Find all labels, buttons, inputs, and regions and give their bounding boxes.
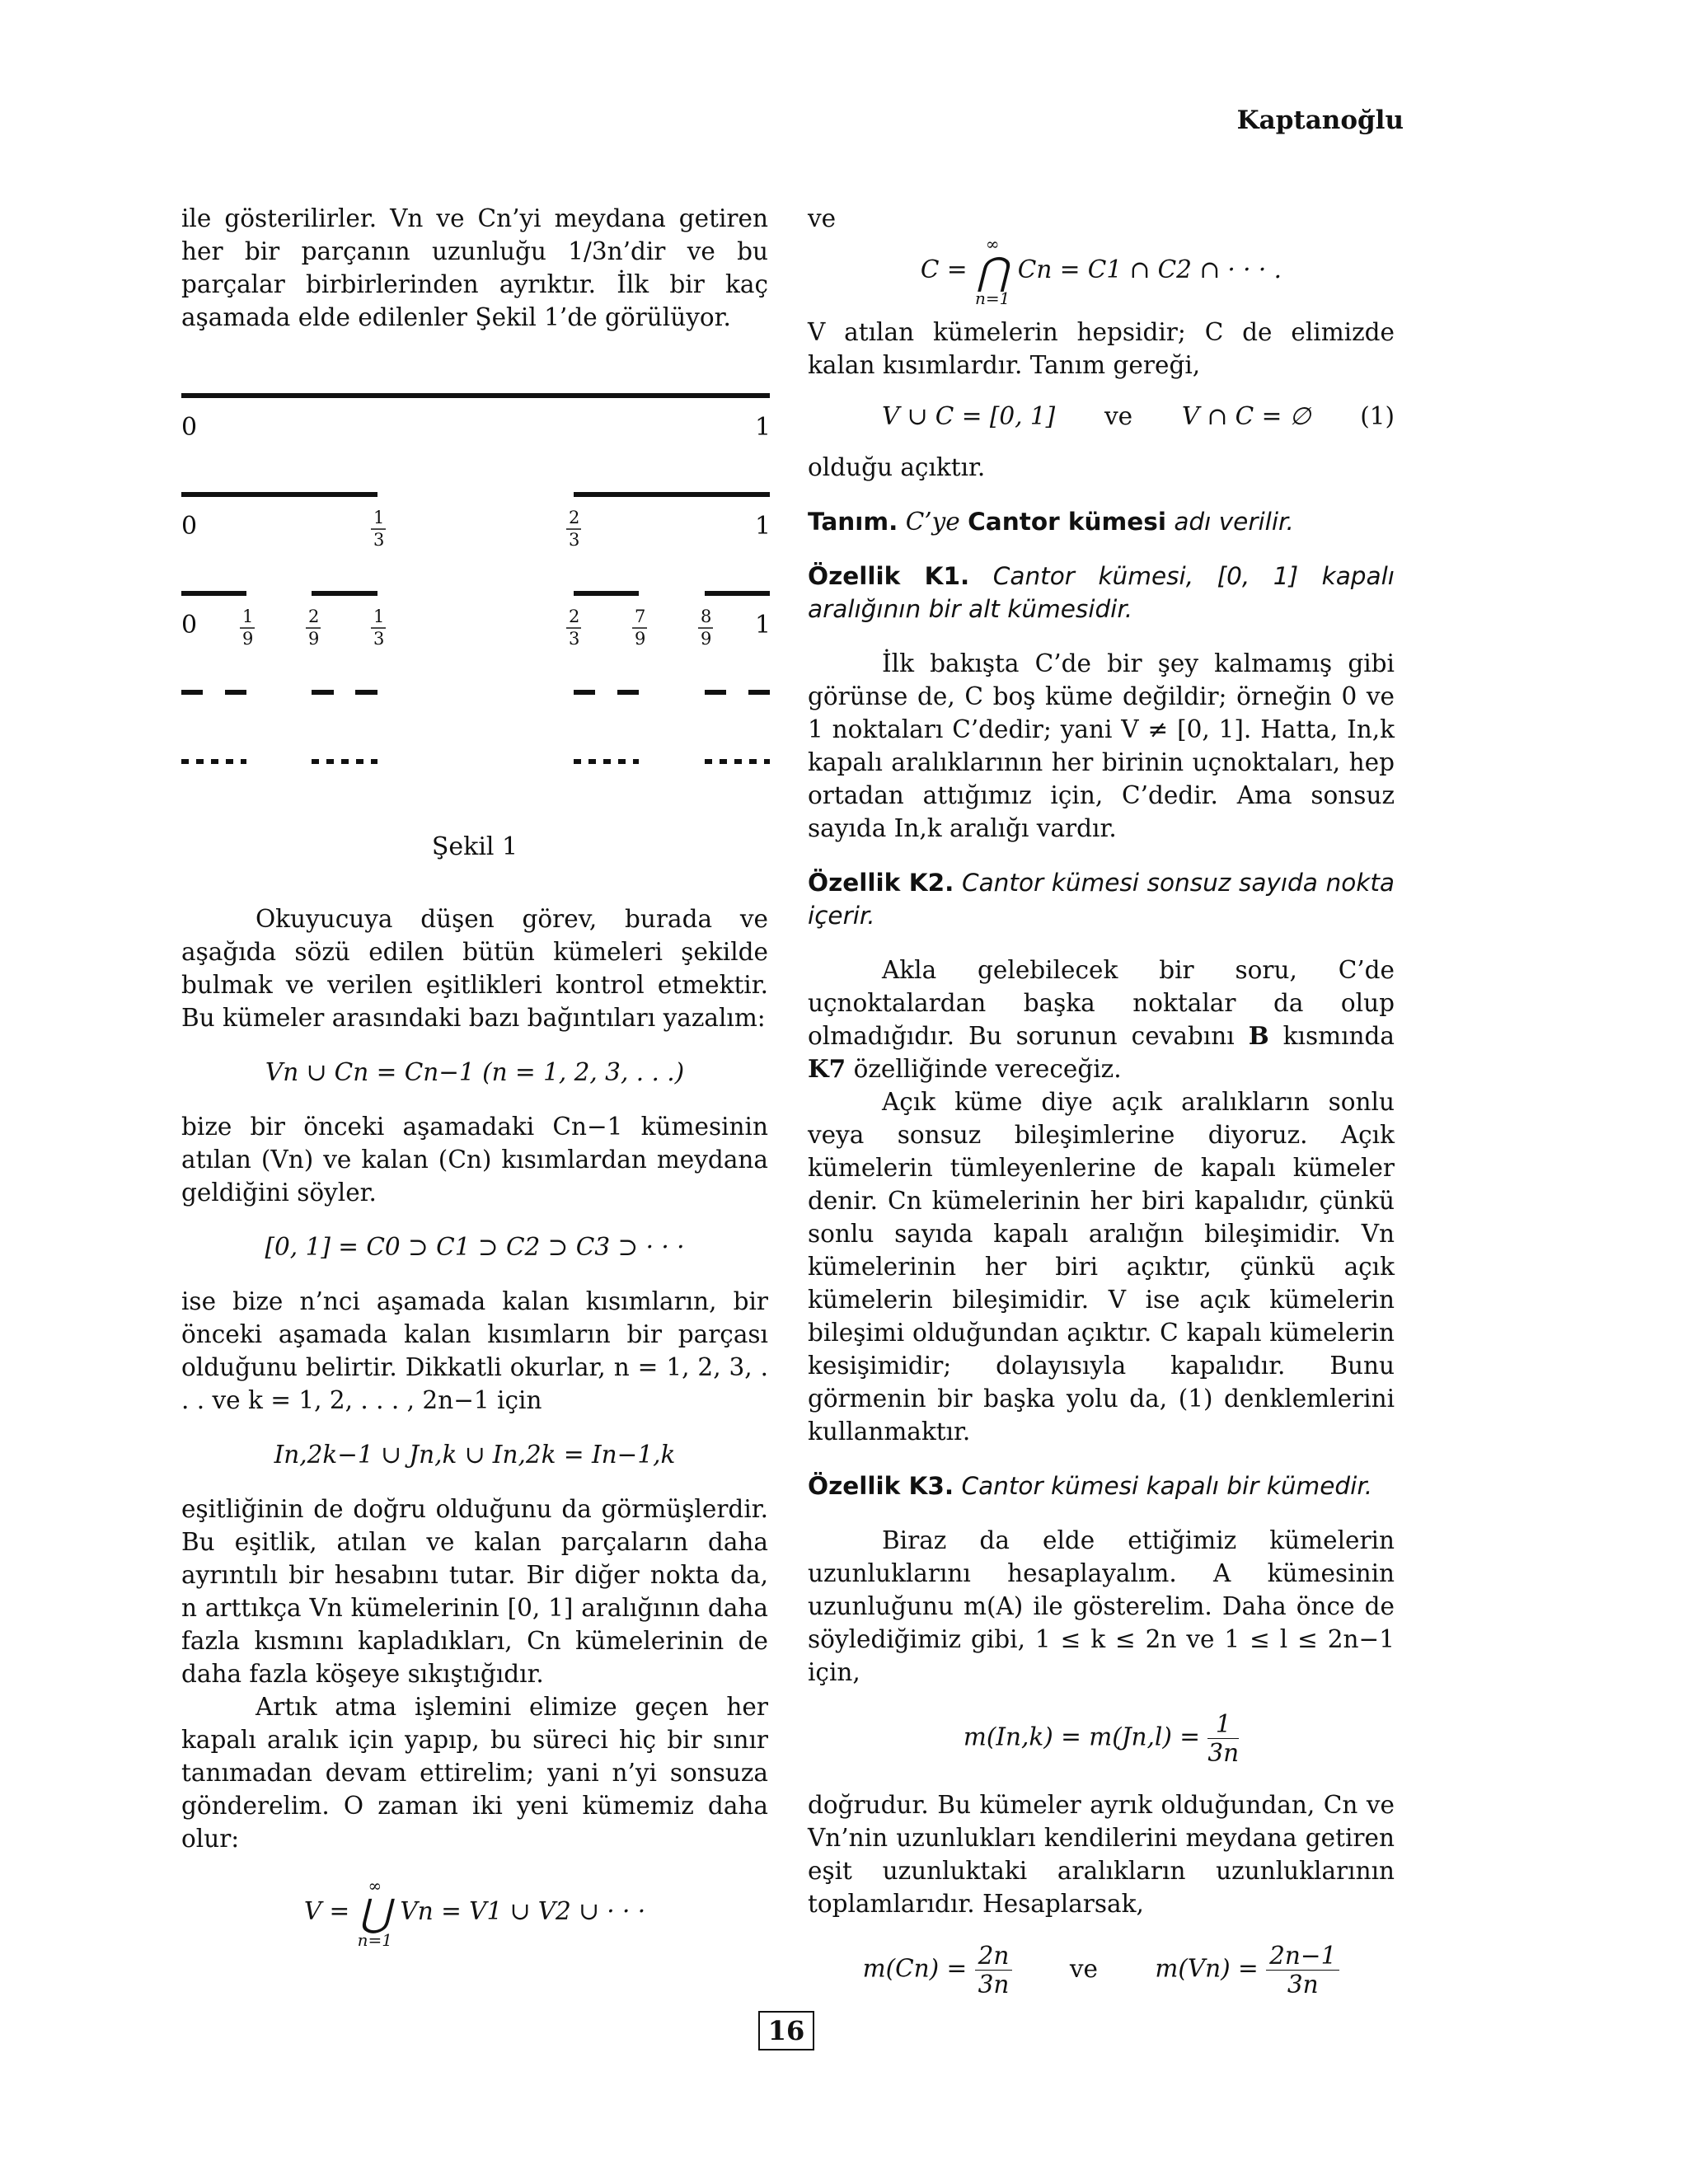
label: 1: [755, 413, 771, 442]
fraction: $\frac{1}{3n}$: [1207, 1710, 1240, 1767]
equation-intervals: In,2k−1 ∪ Jn,k ∪ In,2k = In−1,k: [274, 1441, 676, 1469]
left-column-lower: [181, 902, 768, 1971]
property-k1: Özellik K1. Cantor kümesi, [0, 1] kapalı aralığının bir alt kümesidir.: [808, 562, 1395, 623]
label: 0: [181, 512, 198, 541]
label: 2: [569, 607, 580, 626]
label: 8: [701, 607, 712, 626]
right-paragraph-2: olduğu açıktır.: [808, 453, 986, 481]
label: 7: [635, 607, 646, 626]
equation-c-intersection: C = ∞ ⋂ n=1 Cn = C1 ∩ C2 ∩ · · · .: [920, 234, 1282, 308]
right-paragraph-7: doğrudur. Bu kümeler ayrık olduğundan, Cn ve Vn’nin uzunlukları kendilerini meydana getiren eşit uzunluktaki aralıkların uzunluklarının toplamlarıdır. Hesaplarsak,: [808, 1791, 1395, 1918]
right-paragraph-1: V atılan kümelerin hepsidir; C de elimizde kalan kısımlardır. Tanım gereği,: [808, 318, 1395, 379]
label: 3: [373, 629, 385, 649]
equation-v-union: V = ∞ ⋃ n=1 Vn = V1 ∪ V2 ∪ · · ·: [303, 1876, 646, 1950]
left-paragraph-6: Artık atma işlemini elimize geçen her kapalı aralık için yapıp, bu süreci hiç bir sınır tanımadan devam ettirelim; yani n’yi sonsuza gönderelim. O zaman iki yeni kümemiz daha olur:: [181, 1693, 768, 1853]
right-paragraph-5: Açık küme diye açık aralıkların sonlu veya sonsuz bileşimlerine diyoruz. Açık kümelerin tümleyenlerine de kapalı kümeler denir. Cn kümelerinin her biri kapalıdır, çünkü sonlu sayıda kapalı aralığın bileşimidir. Vn kümelerinin her biri açıktır, çünkü açık kümelerin bileşimidir. V ise açık kümelerin bileşimi olduğundan açıktır. C kapalı kümelerin kesişimidir; dolayısıyla kapalıdır. Bunu görmenin bir başka yolu da, (1) denklemlerini kullanmaktır.: [808, 1088, 1395, 1446]
left-paragraph-4: ise bize n’nci aşamada kalan kısımların, bir önceki aşamada kalan kısımların bir parçası olduğunu belirtir. Dikkatli okurlar, n = 1, 2, 3, . . . ve k = 1, 2, . . . , 2n−1 için: [181, 1287, 768, 1414]
equation-measures: m(Cn) = $\frac{2n}{3n}$ ve m(Vn) = $\frac{2n-1}{3n}$: [808, 1942, 1395, 1999]
fraction: $\frac{2n-1}{3n}$: [1266, 1942, 1339, 1999]
equation-chain: [0, 1] = C0 ⊃ C1 ⊃ C2 ⊃ C3 ⊃ · · ·: [265, 1233, 685, 1261]
label: 9: [242, 629, 254, 649]
cantor-figure: [180, 381, 771, 883]
label: 2: [308, 607, 320, 626]
label: 3: [569, 530, 580, 550]
definition: Tanım. C’ye Cantor kümesi adı verilir.: [808, 508, 1294, 536]
label: 3: [373, 530, 385, 550]
property-k2: Özellik K2. Cantor kümesi sonsuz sayıda nokta içerir.: [808, 869, 1395, 930]
big-union-operator: ∞ ⋃ n=1: [357, 1876, 392, 1950]
label: 2: [569, 508, 580, 527]
label: 1: [373, 607, 385, 626]
label: 9: [701, 629, 712, 649]
property-k3: Özellik K3. Cantor kümesi kapalı bir kümedir.: [808, 1472, 1373, 1500]
label: 3: [569, 629, 580, 649]
label: 1: [242, 607, 254, 626]
fraction: $\frac{2n}{3n}$: [975, 1942, 1013, 1999]
right-paragraph-4: Akla gelebilecek bir soru, C’de uçnoktalardan başka noktalar da olup olmadığıdır. Bu sorunun cevabını B kısmında K7 özelliğinde vereceğiz.: [808, 956, 1395, 1083]
label: 9: [635, 629, 646, 649]
right-ve: ve: [808, 204, 837, 232]
cantor-svg: [180, 381, 771, 809]
label: 0: [181, 413, 198, 442]
left-paragraph-5: eşitliğinin de doğru olduğunu da görmüşlerdir. Bu eşitlik, atılan ve kalan parçaların daha ayrıntılı bir hesabını tutar. Bir diğer nokta da, n arttıkça Vn kümelerinin [0, 1] aralığının daha fazla kısmını kapladıkları, Cn kümelerinin de daha fazla köşeye sıkıştığıdır.: [181, 1495, 768, 1688]
label: 9: [308, 629, 320, 649]
right-column: [808, 202, 1395, 2020]
page-number: 16: [758, 2011, 814, 2050]
label: 0: [181, 611, 198, 640]
equation-1: V ∪ C = [0, 1] ve V ∩ C = ∅ (1): [882, 402, 1395, 430]
left-column: [181, 202, 768, 334]
label: 1: [755, 611, 771, 640]
label: 1: [373, 508, 385, 527]
left-paragraph-1: ile gösterilirler. Vn ve Cn’yi meydana getiren her bir parçanın uzunluğu 1/3n’dir ve bu parçalar birbirlerinden ayrıktır. İlk bir kaç aşamada elde edilenler Şekil 1’de görülüyor.: [181, 204, 768, 331]
equation-vn-cn: Vn ∪ Cn = Cn−1 (n = 1, 2, 3, . . .): [265, 1058, 685, 1086]
label: 1: [755, 512, 771, 541]
left-paragraph-3: bize bir önceki aşamadaki Cn−1 kümesinin atılan (Vn) ve kalan (Cn) kısımlardan meydana geldiğini söyler.: [181, 1113, 768, 1207]
big-intersection-operator: ∞ ⋂ n=1: [974, 234, 1010, 308]
figure-caption: Şekil 1: [431, 832, 518, 861]
left-paragraph-2: Okuyucuya düşen görev, burada ve aşağıda sözü edilen bütün kümeleri şekilde bulmak ve verilen eşitlikleri kontrol etmektir. Bu kümeler arasındaki bazı bağıntıları yazalım:: [181, 905, 768, 1032]
right-paragraph-6: Biraz da elde ettiğimiz kümelerin uzunluklarını hesaplayalım. A kümesinin uzunluğunu m(A) ile gösterelim. Daha önce de söylediğimiz gibi, 1 ≤ k ≤ 2n ve 1 ≤ l ≤ 2n−1 için,: [808, 1526, 1395, 1686]
right-paragraph-3: İlk bakışta C’de bir şey kalmamış gibi görünse de, C boş küme değildir; örneğin 0 ve 1 noktaları C’dedir; yani V ≠ [0, 1]. Hatta, In,k kapalı aralıklarının her birinin uçnoktaları, hep ortadan attığımız için, C’dedir. Ama sonsuz sayıda In,k aralığı vardır.: [808, 649, 1395, 842]
running-header: Kaptanoğlu: [1236, 105, 1404, 135]
equation-length: m(In,k) = m(Jn,l) = $\frac{1}{3n}$: [963, 1710, 1240, 1767]
